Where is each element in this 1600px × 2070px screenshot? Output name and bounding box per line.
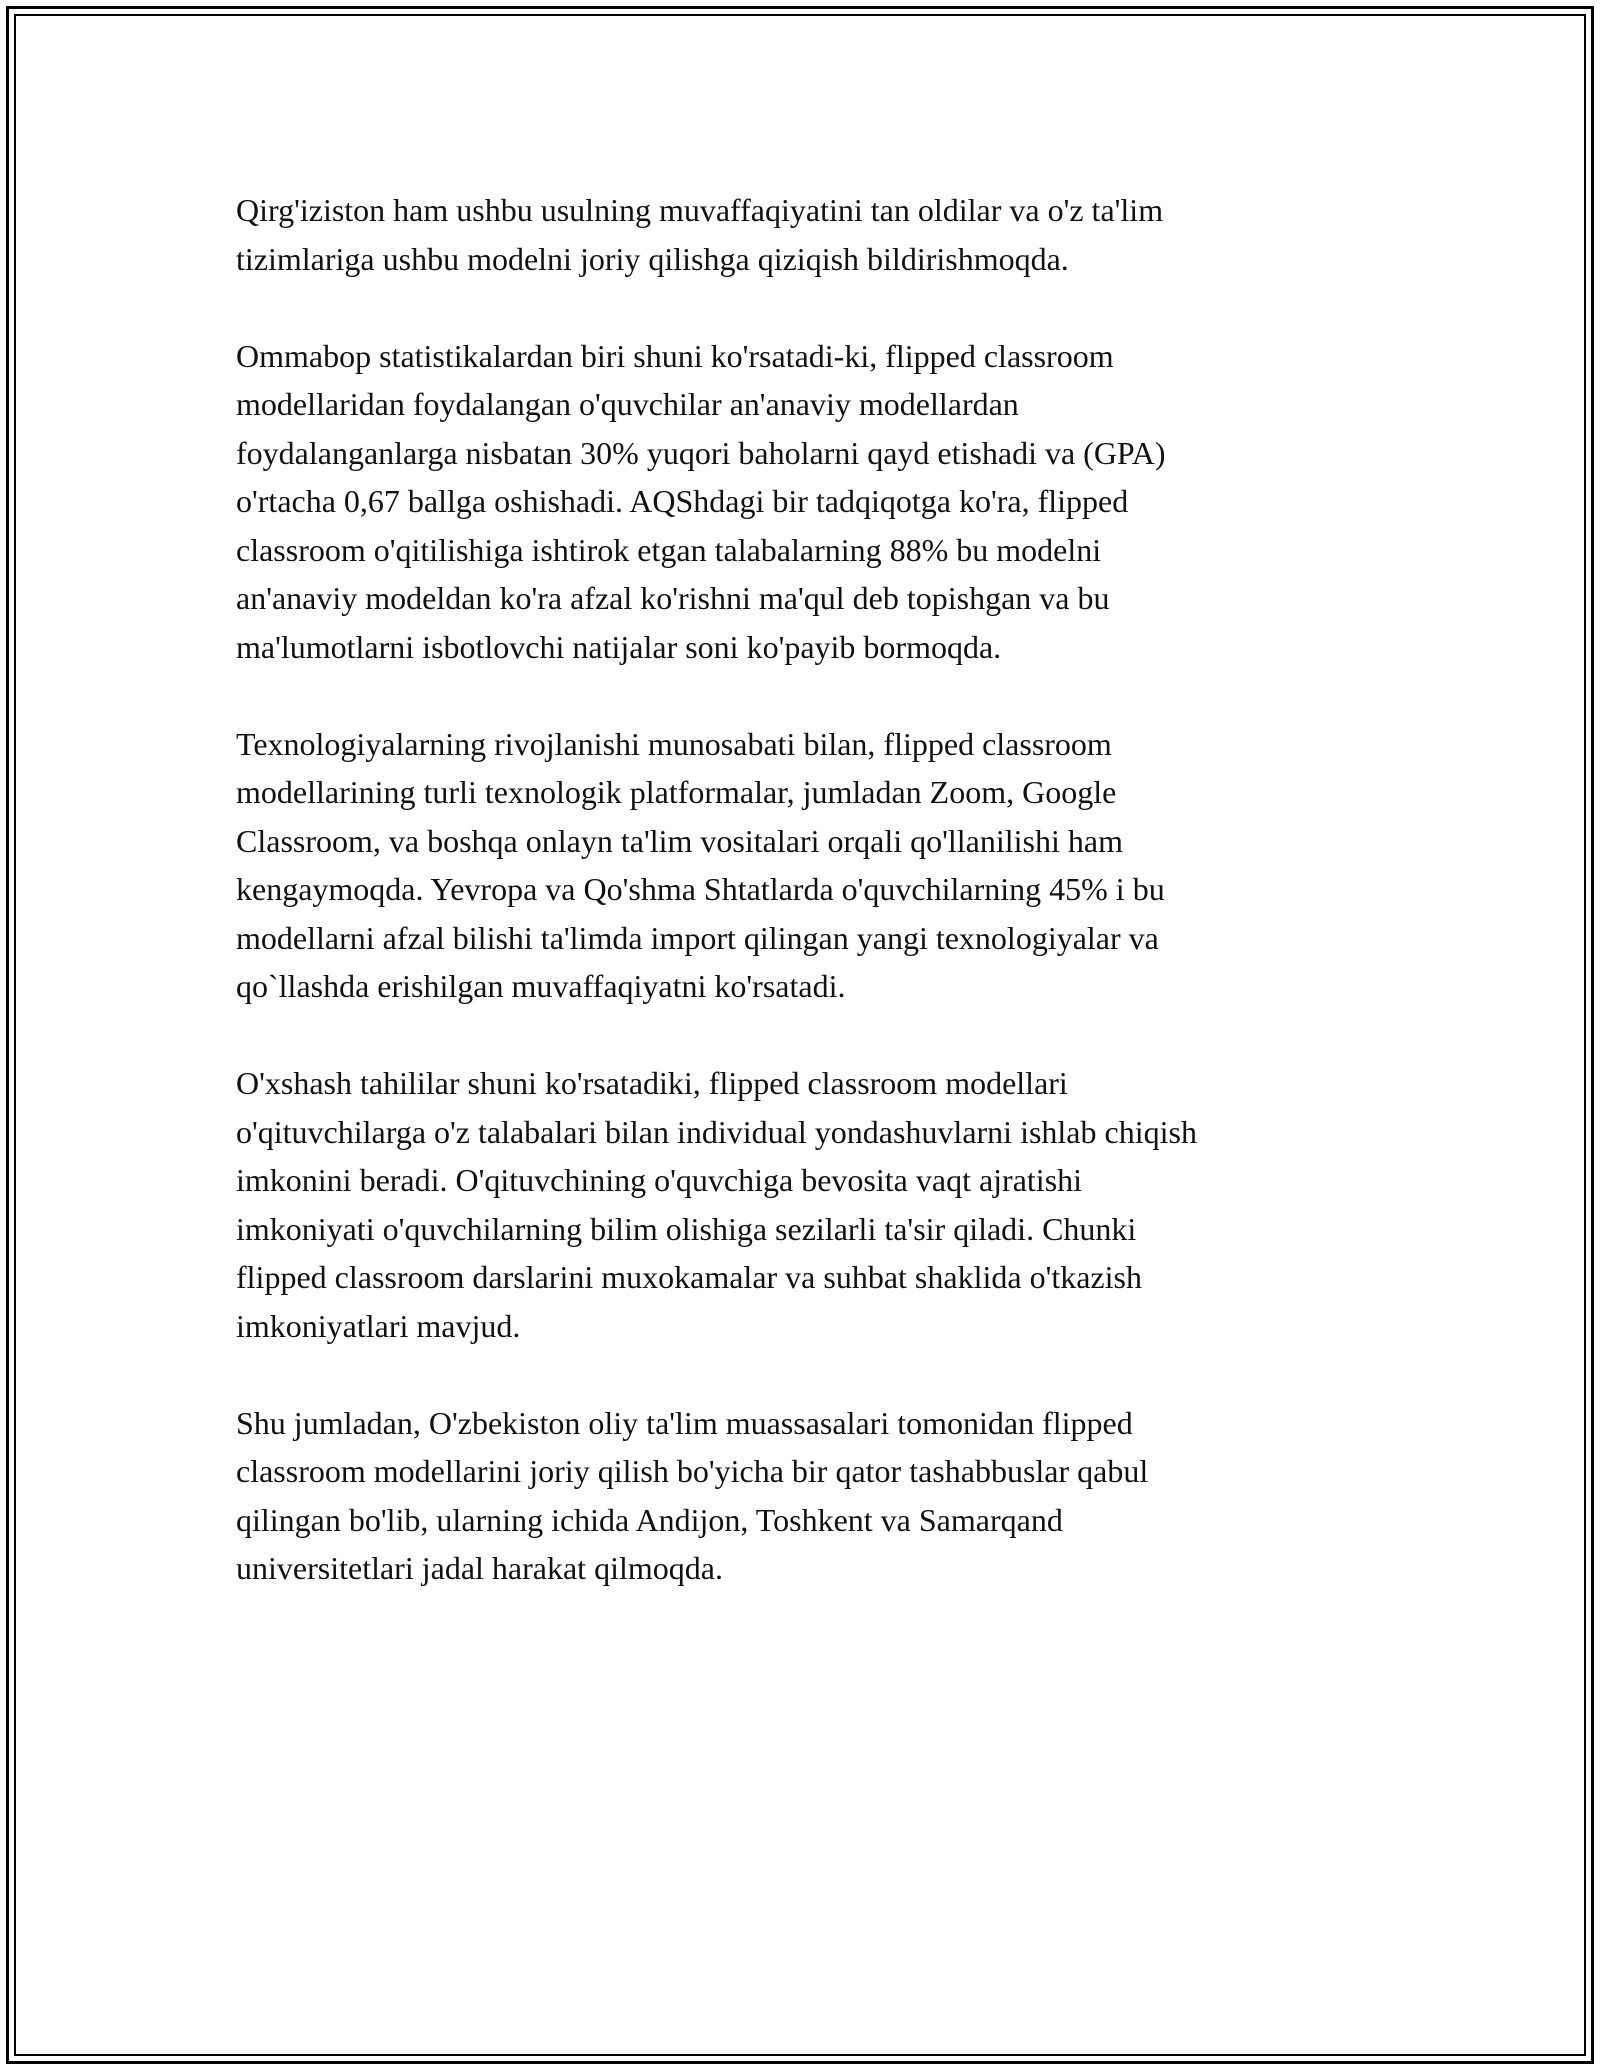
paragraph-4: O'xshash tahililar shuni ko'rsatadiki, flipped classroom modellari o'qituvchilarga o'z talabalari bilan individual yondashuvlarni ishlab chiqish imkonini beradi. O'qituvchining o'quvchiga bevosita vaqt ajratishi imkoniyati o'quvchilarning bilim olishiga sezilarli ta'sir qiladi. Chunki flipped classroom darslarini muxokamalar va suhbat shaklida o'tkazish imkoniyatlari mavjud. xyxy=(236,1065,1197,1344)
paragraph-1: Qirg'iziston ham ushbu usulning muvaffaqiyatini tan oldilar va o'z ta'lim tizimlariga ushbu modelni joriy qilishga qiziqish bildirishmoqda. xyxy=(236,192,1164,277)
paragraph-3: Texnologiyalarning rivojlanishi munosabati bilan, flipped classroom modellarining turli texnologik platformalar, jumladan Zoom, Google Classroom, va boshqa onlayn ta'lim vositalari orqali qo'llanilishi ham kengaymoqda. Yevropa va Qo'shma Shtatlarda o'quvchilarning 45% i bu modellarni afzal bilishi ta'limda import qilingan yangi texnologiyalar va qo`llashda erishilgan muvaffaqiyatni ko'rsatadi. xyxy=(236,725,1165,1004)
paragraph-2: Ommabop statistikalardan biri shuni ko'rsatadi-ki, flipped classroom modellaridan foydalangan o'quvchilar an'anaviy modellardan foydalanganlarga nisbatan 30% yuqori baholarni qayd etishadi va (GPA) o'rtacha 0,67 ballga oshishadi. AQShdagi bir tadqiqotga ko'ra, flipped classroom o'qitilishiga ishtirok etgan talabalarning 88% bu modelni an'anaviy modeldan ko'ra afzal ko'rishni ma'qul deb topishgan va bu ma'lumotlarni isbotlovchi natijalar soni ko'payib bormoqda. xyxy=(236,337,1166,665)
paragraph-5: Shu jumladan, O'zbekiston oliy ta'lim muassasalari tomonidan flipped classroom modellarini joriy qilish bo'yicha bir qator tashabbuslar qabul qilingan bo'lib, ularning ichida Andijon, Toshkent va Samarqand universitetlari jadal harakat qilmoqda. xyxy=(236,1404,1149,1586)
document-body xyxy=(236,186,1356,1641)
